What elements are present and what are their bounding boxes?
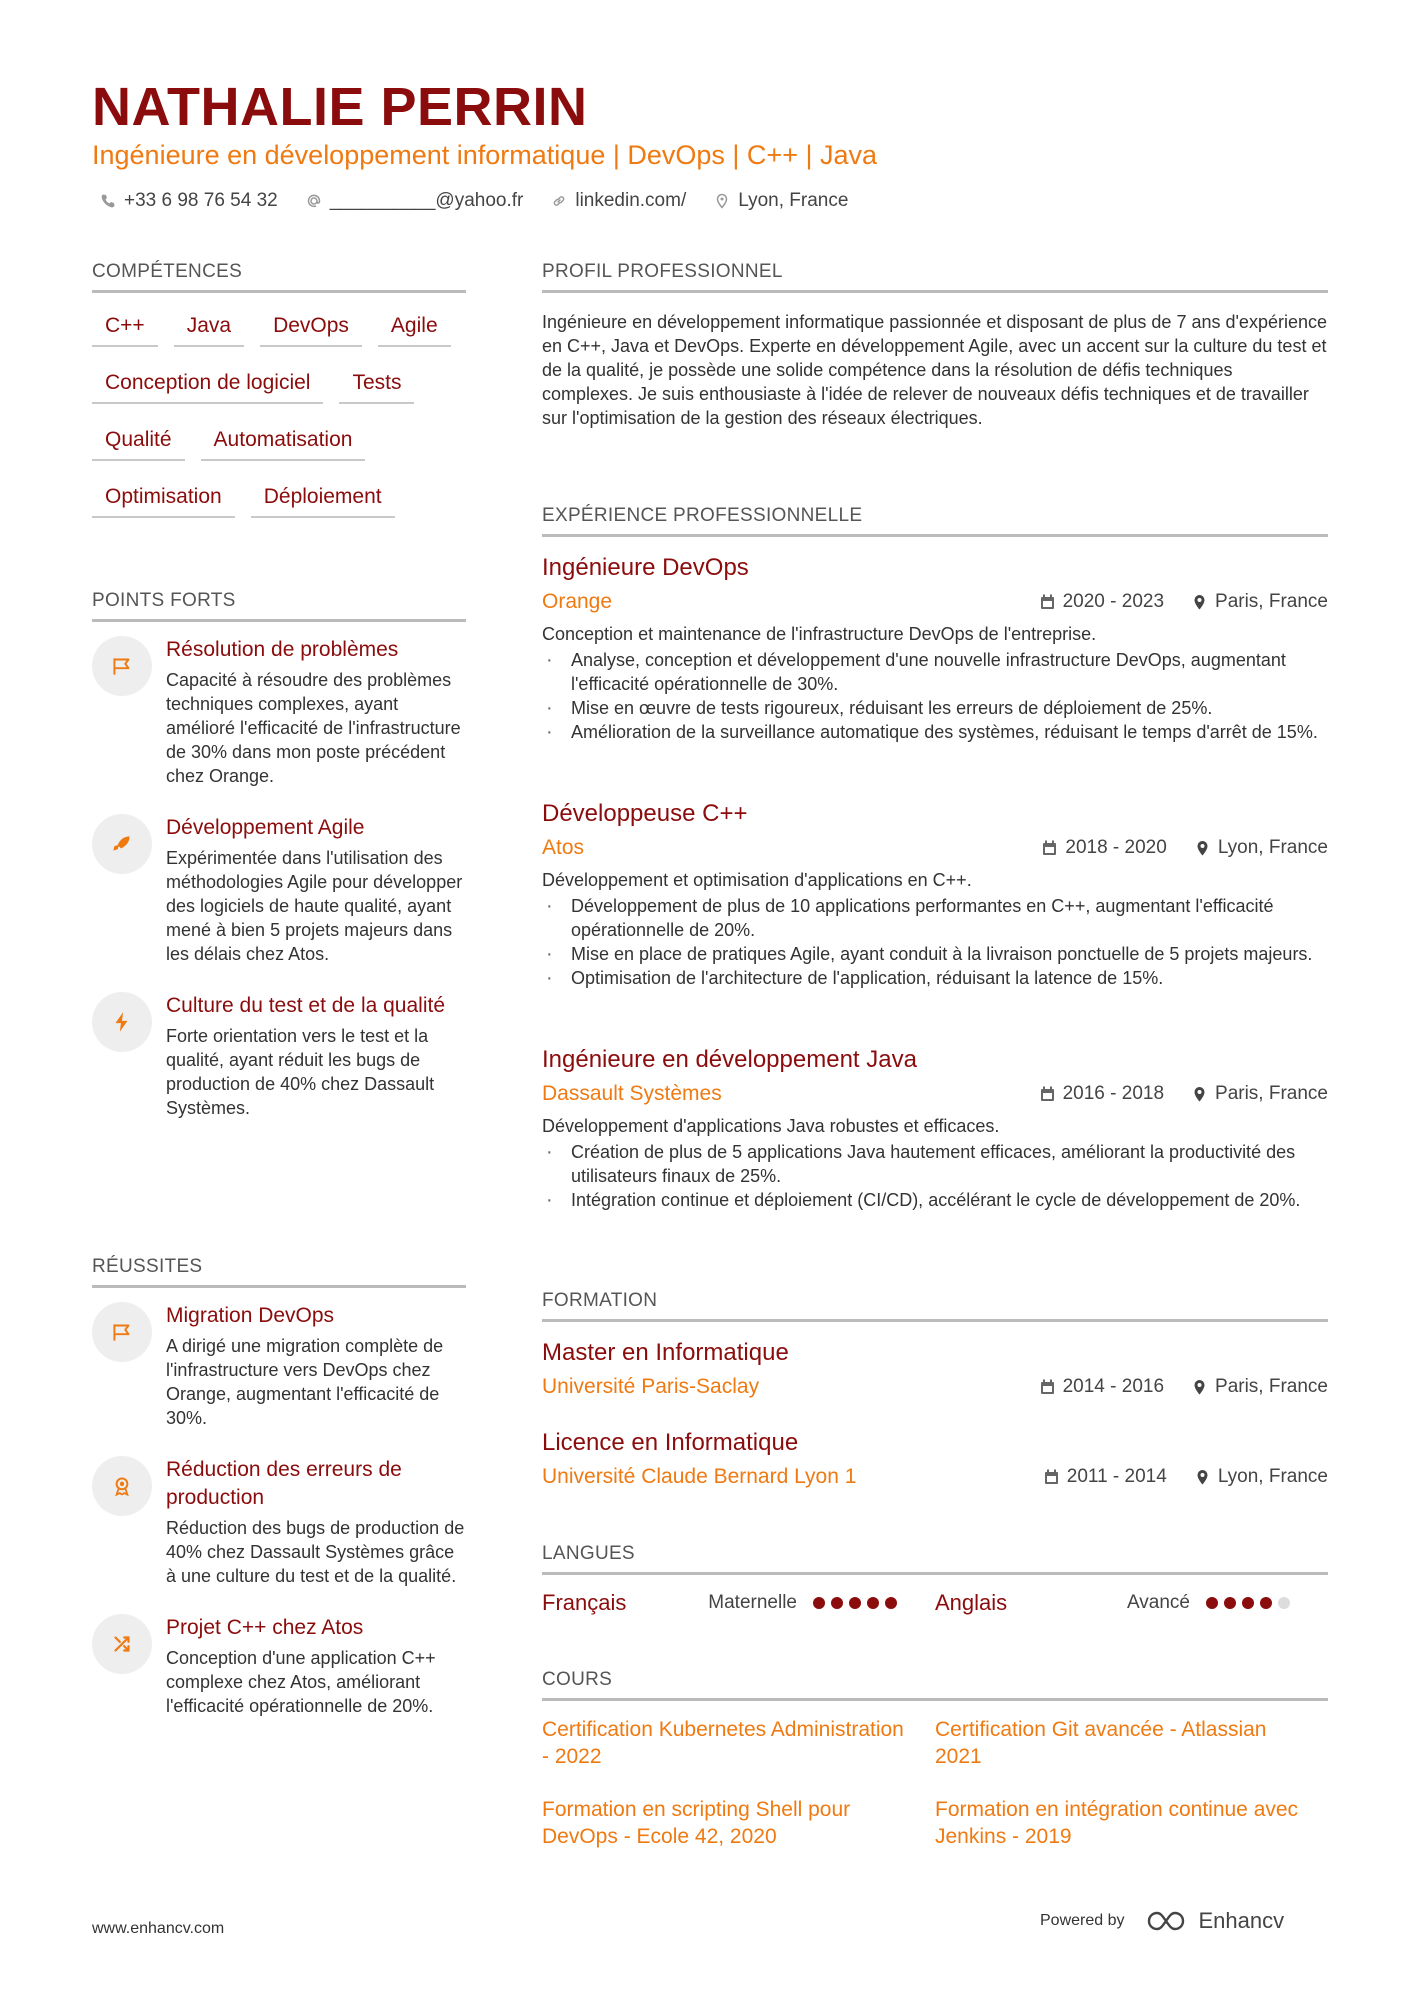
profile-summary: Ingénieure en développement informatique passionnée et disposant de plus de 7 ans d'expérience en C++, Java et DevOps. Experte en développement Agile, avec un accent sur la culture du test et de la qualité, je possède une solide compétence dans la résolution de défis techniques complexes. Je suis enthousiaste à l'idée de relever de nouveaux défis techniques et de travailler sur l'optimisation de la gestion des réseaux électriques. bbox=[542, 312, 1327, 428]
job-bullet: · Mise en place de pratiques Agile, ayant conduit à la livraison ponctuelle de 5 projets majeurs. bbox=[542, 942, 1328, 966]
experience-entry bbox=[542, 1046, 1328, 1212]
strength-title: Résolution de problèmes bbox=[166, 638, 399, 661]
strength-icon-badge bbox=[92, 636, 152, 696]
job-bullet: · Développement de plus de 10 applications performantes en C++, augmentant l'efficacité opérationnelle de 20%. bbox=[542, 894, 1328, 942]
education-heading: FORMATION bbox=[542, 1290, 1328, 1322]
rating-dot bbox=[849, 1597, 861, 1609]
language-level: Avancé bbox=[1126, 1592, 1190, 1613]
footer-website[interactable]: www.enhancv.com bbox=[92, 1920, 225, 1937]
strengths-heading: POINTS FORTS bbox=[92, 590, 466, 622]
phone-icon bbox=[100, 193, 116, 209]
experience-heading: EXPÉRIENCE PROFESSIONNELLE bbox=[542, 505, 1328, 537]
contact-phone[interactable] bbox=[100, 190, 278, 212]
achievement-item bbox=[92, 1614, 466, 1718]
achievement-title: Migration DevOps bbox=[166, 1304, 335, 1327]
achievement-icon-badge bbox=[92, 1614, 152, 1674]
strength-item bbox=[92, 636, 466, 788]
strength-icon-badge bbox=[92, 814, 152, 874]
location-pin-icon bbox=[714, 193, 730, 209]
location-text: Lyon, France bbox=[738, 190, 849, 211]
job-dates: 2016 - 2018 bbox=[1062, 1083, 1165, 1104]
branch-icon bbox=[109, 1631, 135, 1657]
job-bullet: · Optimisation de l'architecture de l'application, réduisant la latence de 15%. bbox=[542, 966, 1328, 990]
location-pin-icon bbox=[1195, 840, 1210, 856]
achievement-icon-badge bbox=[92, 1456, 152, 1516]
achievement-item bbox=[92, 1456, 466, 1588]
job-bullet: · Mise en œuvre de tests rigoureux, réduisant les erreurs de déploiement de 25%. bbox=[542, 696, 1328, 720]
job-description: Développement et optimisation d'applications en C++. bbox=[542, 870, 972, 890]
courses-heading: COURS bbox=[542, 1669, 1328, 1701]
linkedin-text: linkedin.com/ bbox=[575, 190, 687, 211]
calendar-icon bbox=[1044, 1469, 1059, 1485]
course-item: Certification Kubernetes Administration - 2022 bbox=[542, 1718, 904, 1768]
education-dates: 2014 - 2016 bbox=[1062, 1376, 1165, 1397]
job-description: Conception et maintenance de l'infrastructure DevOps de l'entreprise. bbox=[542, 624, 1097, 644]
languages-list bbox=[542, 1590, 1328, 1616]
language-name: Anglais bbox=[935, 1590, 1008, 1615]
skills-list bbox=[92, 314, 466, 518]
company-name: Atos bbox=[542, 836, 585, 859]
rating-dot bbox=[1260, 1597, 1272, 1609]
courses-list bbox=[542, 1716, 1328, 1850]
language-rating bbox=[1206, 1597, 1290, 1609]
job-bullet: · Analyse, conception et développement d'une nouvelle infrastructure DevOps, augmentant l'efficacité opérationnelle de 30%. bbox=[542, 648, 1328, 696]
flag-icon bbox=[109, 1319, 135, 1345]
job-bullet: · Intégration continue et déploiement (CI/CD), accélérant le cycle de développement de 20%. bbox=[542, 1188, 1328, 1212]
experience-entry bbox=[542, 800, 1328, 990]
brand-name: Enhancv bbox=[1198, 1908, 1285, 1933]
course-item: Certification Git avancée - Atlassian 2021 bbox=[935, 1718, 1267, 1768]
strength-item bbox=[92, 992, 466, 1120]
location-pin-icon bbox=[1192, 594, 1207, 610]
education-entry bbox=[542, 1339, 1328, 1399]
experience-entry bbox=[542, 554, 1328, 744]
education-location: Paris, France bbox=[1215, 1376, 1328, 1397]
contact-email[interactable] bbox=[306, 190, 524, 212]
rating-dot bbox=[867, 1597, 879, 1609]
rocket-icon bbox=[109, 831, 135, 857]
skill-tag: DevOps bbox=[260, 314, 362, 347]
rating-dot bbox=[885, 1597, 897, 1609]
strength-title: Culture du test et de la qualité bbox=[166, 994, 446, 1017]
job-description: Développement d'applications Java robustes et efficaces. bbox=[542, 1116, 1000, 1136]
job-title: Développeuse C++ bbox=[542, 800, 748, 827]
achievement-item bbox=[92, 1302, 466, 1430]
enhancv-logo-icon bbox=[1145, 1909, 1191, 1933]
achievement-desc: A dirigé une migration complète de l'infrastructure vers DevOps chez Orange, augmentant l'efficacité de 30%. bbox=[166, 1336, 444, 1428]
course-item: Formation en scripting Shell pour DevOps - Ecole 42, 2020 bbox=[542, 1798, 851, 1848]
enhancv-logo[interactable] bbox=[1145, 1908, 1285, 1934]
job-bullets bbox=[542, 894, 1328, 990]
skill-tag: Automatisation bbox=[201, 428, 366, 461]
school-name: Université Claude Bernard Lyon 1 bbox=[542, 1465, 857, 1488]
job-bullets bbox=[542, 1140, 1328, 1212]
lightning-icon bbox=[109, 1009, 135, 1035]
job-location: Paris, France bbox=[1215, 591, 1328, 612]
degree-title: Master en Informatique bbox=[542, 1339, 789, 1366]
degree-title: Licence en Informatique bbox=[542, 1429, 799, 1456]
candidate-title: Ingénieure en développement informatique | DevOps | C++ | Java bbox=[92, 140, 878, 170]
location-pin-icon bbox=[1195, 1469, 1210, 1485]
education-entry bbox=[542, 1429, 1328, 1489]
job-location: Lyon, France bbox=[1217, 837, 1328, 858]
languages-heading: LANGUES bbox=[542, 1543, 1328, 1575]
education-location: Lyon, France bbox=[1217, 1466, 1328, 1487]
education-dates: 2011 - 2014 bbox=[1066, 1466, 1167, 1487]
language-name: Français bbox=[542, 1590, 627, 1615]
language-level: Maternelle bbox=[708, 1592, 797, 1613]
job-bullets bbox=[542, 648, 1328, 744]
candidate-name: NATHALIE PERRIN bbox=[92, 77, 588, 137]
language-item bbox=[935, 1590, 1328, 1616]
skill-tag: Agile bbox=[378, 314, 451, 347]
at-icon bbox=[306, 193, 322, 209]
location-pin-icon bbox=[1192, 1379, 1207, 1395]
skill-tag: Java bbox=[174, 314, 244, 347]
footer-branding bbox=[1040, 1908, 1284, 1934]
job-dates: 2018 - 2020 bbox=[1065, 837, 1167, 858]
award-icon bbox=[109, 1473, 135, 1499]
email-text: __________@yahoo.fr bbox=[329, 190, 524, 211]
company-name: Orange bbox=[542, 590, 613, 613]
language-rating bbox=[813, 1597, 897, 1609]
strength-item bbox=[92, 814, 466, 966]
skill-tag: Déploiement bbox=[251, 485, 395, 518]
calendar-icon bbox=[1042, 840, 1057, 856]
strength-title: Développement Agile bbox=[166, 816, 365, 839]
location-pin-icon bbox=[1192, 1086, 1207, 1102]
rating-dot bbox=[1278, 1597, 1290, 1609]
rating-dot bbox=[1224, 1597, 1236, 1609]
contact-linkedin[interactable] bbox=[551, 190, 686, 212]
job-dates: 2020 - 2023 bbox=[1062, 591, 1165, 612]
strength-desc: Forte orientation vers le test et la qualité, ayant réduit les bugs de production de 40% chez Dassault Systèmes. bbox=[166, 1026, 435, 1118]
phone-text: +33 6 98 76 54 32 bbox=[124, 190, 278, 211]
strength-desc: Expérimentée dans l'utilisation des méthodologies Agile pour développer des logiciels de haute qualité, ayant mené à bien 5 projets majeurs dans les délais chez Atos. bbox=[166, 848, 463, 964]
course-item: Formation en intégration continue avec Jenkins - 2019 bbox=[935, 1798, 1299, 1848]
achievement-desc: Conception d'une application C++ complexe chez Atos, améliorant l'efficacité opérationnelle de 20%. bbox=[166, 1648, 436, 1716]
powered-by-text: Powered by bbox=[1040, 1912, 1125, 1929]
skill-tag: Optimisation bbox=[92, 485, 235, 518]
achievement-icon-badge bbox=[92, 1302, 152, 1362]
rating-dot bbox=[1206, 1597, 1218, 1609]
strength-icon-badge bbox=[92, 992, 152, 1052]
job-title: Ingénieure en développement Java bbox=[542, 1046, 917, 1073]
profile-heading: PROFIL PROFESSIONNEL bbox=[542, 261, 1328, 293]
achievement-title: Réduction des erreurs de production bbox=[166, 1458, 402, 1509]
job-location: Paris, France bbox=[1215, 1083, 1328, 1104]
calendar-icon bbox=[1040, 594, 1055, 610]
strength-desc: Capacité à résoudre des problèmes techniques complexes, ayant amélioré l'efficacité de l'infrastructure de 30% dans mon poste précédent chez Orange. bbox=[166, 670, 461, 786]
calendar-icon bbox=[1040, 1086, 1055, 1102]
achievement-desc: Réduction des bugs de production de 40% chez Dassault Systèmes grâce à une culture du test et de la qualité. bbox=[166, 1518, 465, 1586]
achievement-title: Projet C++ chez Atos bbox=[166, 1616, 364, 1639]
language-item bbox=[542, 1590, 935, 1616]
job-bullet: · Création de plus de 5 applications Java hautement efficaces, améliorant la productivité des utilisateurs finaux de 25%. bbox=[542, 1140, 1328, 1188]
job-bullet: · Amélioration de la surveillance automatique des systèmes, réduisant le temps d'arrêt de 15%. bbox=[542, 720, 1328, 744]
job-title: Ingénieure DevOps bbox=[542, 554, 749, 581]
link-icon bbox=[551, 193, 567, 209]
skill-tag: Conception de logiciel bbox=[92, 371, 323, 404]
skills-heading: COMPÉTENCES bbox=[92, 261, 466, 293]
rating-dot bbox=[1242, 1597, 1254, 1609]
skill-tag: C++ bbox=[92, 314, 158, 347]
skill-tag: Qualité bbox=[92, 428, 185, 461]
company-name: Dassault Systèmes bbox=[542, 1082, 722, 1105]
achievements-list bbox=[92, 1302, 466, 1744]
school-name: Université Paris-Saclay bbox=[542, 1375, 760, 1398]
rating-dot bbox=[813, 1597, 825, 1609]
flag-icon bbox=[109, 653, 135, 679]
rating-dot bbox=[831, 1597, 843, 1609]
contact-bar bbox=[100, 190, 848, 212]
contact-location bbox=[714, 190, 848, 212]
calendar-icon bbox=[1040, 1379, 1055, 1395]
skill-tag: Tests bbox=[339, 371, 414, 404]
strengths-list bbox=[92, 636, 466, 1146]
achievements-heading: RÉUSSITES bbox=[92, 1256, 466, 1288]
